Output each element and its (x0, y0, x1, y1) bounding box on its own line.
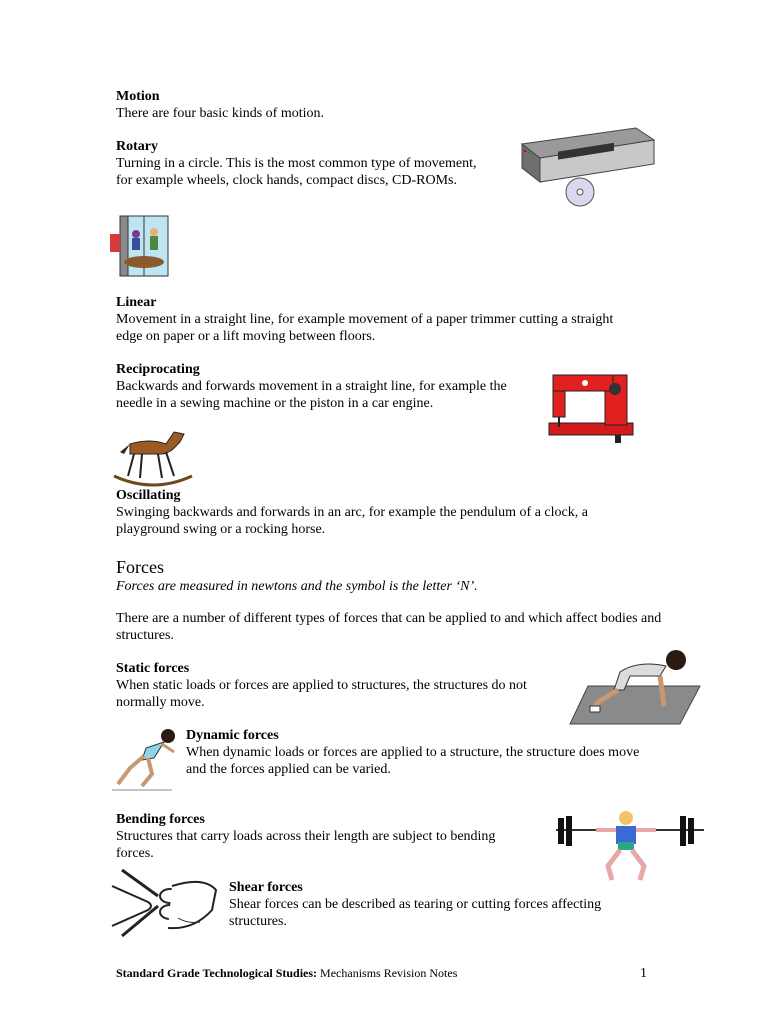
forces-intro-text: There are a number of different types of forces that can be applied to and which affect bodies and structures. (116, 611, 662, 643)
oscillating-text: Swinging backwards and forwards in an arc, for example the pendulum of a clock, a playground swing or a rocking horse. (116, 505, 588, 537)
runner-icon (112, 726, 180, 792)
rotary-heading: Rotary (116, 139, 158, 154)
dynamic-heading: Dynamic forces (186, 728, 279, 743)
sewing-machine-icon (545, 365, 637, 445)
page-number: 1 (640, 966, 647, 981)
dynamic-section (186, 727, 656, 778)
page-footer (116, 965, 457, 982)
sprinter-crouch-icon (568, 646, 702, 726)
static-section (116, 660, 556, 711)
shear-section (229, 879, 649, 930)
weightlifter-icon (552, 808, 708, 884)
motion-text: There are four basic kinds of motion. (116, 106, 324, 121)
oscillating-heading: Oscillating (116, 488, 181, 503)
shear-text: Shear forces can be described as tearing or cutting forces affecting structures. (229, 897, 602, 929)
footer-title: Mechanisms Revision Notes (317, 966, 458, 980)
linear-text: Movement in a straight line, for example movement of a paper trimmer cutting a straight edge on paper or a lift moving between floors. (116, 312, 614, 344)
linear-heading: Linear (116, 295, 157, 310)
bending-heading: Bending forces (116, 812, 205, 827)
reciprocating-text: Backwards and forwards movement in a straight line, for example the needle in a sewing machine or the piston in a car engine. (116, 379, 507, 411)
footer-course: Standard Grade Technological Studies: (116, 966, 318, 980)
static-heading: Static forces (116, 661, 190, 676)
scissors-icon (108, 866, 220, 940)
bending-text: Structures that carry loads across their length are subject to bending forces. (116, 829, 496, 861)
reciprocating-heading: Reciprocating (116, 362, 200, 377)
bending-section (116, 811, 536, 862)
static-text: When static loads or forces are applied to structures, the structures do not normally move. (116, 678, 527, 710)
forces-heading: Forces (116, 557, 164, 577)
lift-icon (110, 214, 170, 278)
rotary-text: Turning in a circle. This is the most common type of movement, for example wheels, clock hands, compact discs, CD-ROMs. (116, 156, 477, 188)
motion-heading: Motion (116, 89, 160, 104)
motion-section (116, 88, 516, 122)
cd-player-icon (518, 126, 658, 210)
forces-intro (116, 610, 676, 644)
rocking-horse-icon (110, 424, 196, 490)
reciprocating-section (116, 361, 536, 412)
oscillating-section (116, 487, 646, 538)
dynamic-text: When dynamic loads or forces are applied to a structure, the structure does move and the forces applied can be varied. (186, 745, 640, 777)
shear-heading: Shear forces (229, 880, 303, 895)
rotary-section (116, 138, 496, 189)
forces-subtitle: Forces are measured in newtons and the symbol is the letter ‘N’. (116, 579, 478, 594)
linear-section (116, 294, 636, 345)
forces-section (116, 556, 676, 595)
